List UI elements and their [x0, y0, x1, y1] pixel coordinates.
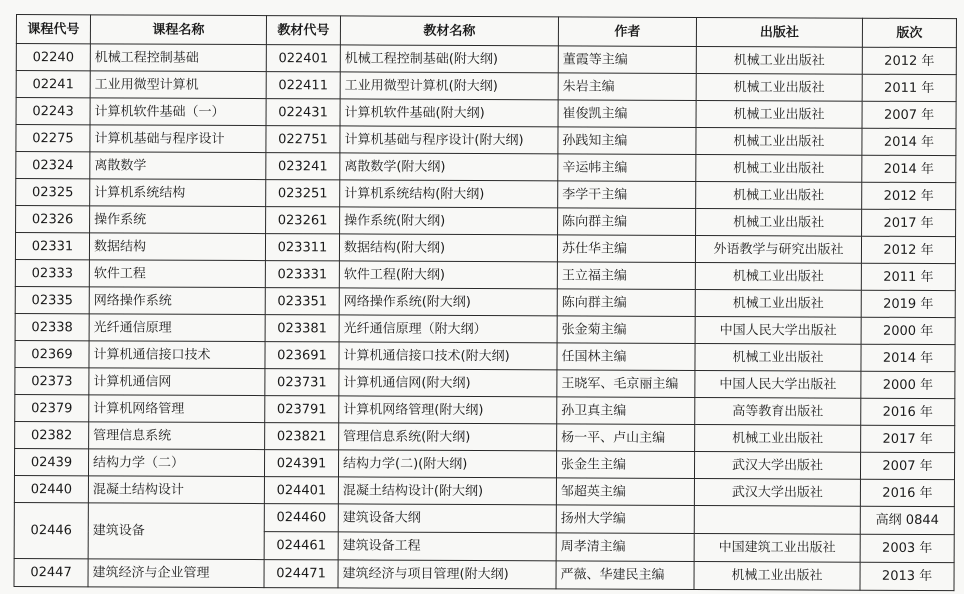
publisher: 武汉大学出版社 — [694, 478, 860, 506]
author: 苏仕华主编 — [557, 235, 695, 263]
publisher: 中国人民大学出版社 — [695, 316, 861, 344]
table-row — [16, 179, 956, 210]
edition: 2007 年 — [860, 452, 954, 479]
author: 严薇、华建民主编 — [556, 561, 694, 590]
publisher: 机械工业出版社 — [696, 46, 862, 74]
publisher: 机械工业出版社 — [696, 208, 862, 236]
edition: 2014 年 — [862, 128, 956, 155]
table-row — [15, 367, 955, 398]
edition: 2007 年 — [862, 101, 956, 128]
course-name: 计算机通信接口技术 — [89, 341, 265, 369]
table-row — [14, 475, 954, 506]
course-name: 机械工程控制基础 — [90, 44, 266, 72]
book-code: 023311 — [265, 234, 339, 261]
book-code: 023691 — [265, 342, 339, 369]
author: 邹超英主编 — [556, 478, 694, 506]
edition: 2014 年 — [861, 344, 955, 371]
book-code: 022411 — [266, 72, 340, 99]
course-code: 02338 — [15, 313, 89, 340]
book-name: 计算机系统结构(附大纲) — [340, 180, 558, 208]
table-row — [15, 394, 955, 425]
course-code: 02335 — [15, 286, 89, 313]
book-name: 数据结构(附大纲) — [339, 234, 557, 262]
edition: 2013 年 — [860, 562, 954, 590]
course-name: 计算机基础与程序设计 — [90, 125, 266, 153]
edition: 2016 年 — [861, 398, 955, 425]
book-name: 计算机软件基础(附大纲) — [340, 99, 558, 127]
author: 辛运帏主编 — [558, 154, 696, 182]
publisher: 机械工业出版社 — [696, 154, 862, 182]
author: 陈向群主编 — [557, 289, 695, 317]
book-name: 操作系统(附大纲) — [340, 207, 558, 235]
author: 孙卫真主编 — [557, 397, 695, 425]
publisher: 外语教学与研究出版社 — [695, 235, 861, 263]
course-code: 02325 — [16, 179, 90, 206]
header-row — [16, 15, 956, 48]
table-row — [16, 44, 956, 75]
author: 崔俊凯主编 — [558, 100, 696, 128]
edition: 2014 年 — [862, 155, 956, 182]
author: 扬州大学编 — [556, 505, 694, 534]
book-name: 计算机通信接口技术(附大纲) — [339, 342, 557, 370]
edition: 2019 年 — [861, 290, 955, 317]
book-name: 离散数学(附大纲) — [340, 153, 558, 181]
header-course-code: 课程代号 — [16, 15, 90, 44]
edition: 2003 年 — [860, 534, 954, 562]
course-code: 02326 — [16, 206, 90, 233]
book-name: 建筑经济与项目管理(附大纲) — [338, 560, 556, 589]
course-name: 工业用微型计算机 — [90, 71, 266, 99]
publisher: 机械工业出版社 — [695, 424, 861, 452]
edition: 高纲 0844 — [860, 506, 954, 534]
edition: 2011 年 — [861, 263, 955, 290]
book-name: 计算机网络管理(附大纲) — [339, 396, 557, 424]
table-row — [16, 125, 956, 156]
book-name: 网络操作系统(附大纲) — [339, 288, 557, 316]
course-code: 02369 — [15, 340, 89, 367]
book-name: 工业用微型计算机(附大纲) — [340, 72, 558, 100]
author: 任国林主编 — [557, 343, 695, 371]
edition: 2016 年 — [860, 479, 954, 506]
book-code: 023351 — [265, 288, 339, 315]
course-code: 02331 — [15, 233, 89, 260]
course-name: 计算机网络管理 — [89, 395, 265, 423]
publisher: 机械工业出版社 — [696, 73, 862, 101]
book-name: 光纤通信原理（附大纲） — [339, 315, 557, 343]
table-row — [15, 259, 955, 290]
course-code: 02240 — [16, 44, 90, 71]
author: 杨一平、卢山主编 — [557, 424, 695, 452]
publisher: 机械工业出版社 — [696, 181, 862, 209]
table-row — [15, 340, 955, 371]
book-code: 024401 — [264, 477, 338, 504]
course-code: 02447 — [14, 558, 88, 586]
publisher: 机械工业出版社 — [694, 561, 860, 590]
course-code: 02382 — [15, 421, 89, 448]
book-code: 022431 — [266, 99, 340, 126]
book-name: 建筑设备工程 — [338, 532, 556, 561]
edition: 2017 年 — [861, 425, 955, 452]
author: 陈向群主编 — [558, 208, 696, 236]
course-name: 软件工程 — [89, 260, 265, 288]
book-name: 管理信息系统(附大纲) — [339, 423, 557, 451]
publisher: 机械工业出版社 — [696, 127, 862, 155]
book-code: 022751 — [266, 126, 340, 153]
edition: 2000 年 — [861, 371, 955, 398]
author: 王晓军、毛京丽主编 — [557, 370, 695, 398]
table-row — [16, 71, 956, 102]
author: 李学干主编 — [558, 181, 696, 209]
course-name: 计算机系统结构 — [90, 179, 266, 207]
edition: 2012 年 — [862, 47, 956, 74]
book-name: 建筑设备大纲 — [338, 504, 556, 533]
book-code: 023731 — [265, 369, 339, 396]
course-name: 网络操作系统 — [89, 287, 265, 315]
course-name: 结构力学（二） — [88, 449, 264, 477]
textbook-table — [13, 14, 956, 591]
book-code: 023241 — [266, 153, 340, 180]
course-name: 离散数学 — [90, 152, 266, 180]
header-author: 作者 — [558, 17, 696, 47]
table-row — [16, 98, 956, 129]
edition: 2000 年 — [861, 317, 955, 344]
course-name: 建筑设备 — [88, 503, 264, 560]
book-name: 结构力学(二)(附大纲) — [338, 450, 556, 478]
course-code: 02439 — [14, 448, 88, 475]
book-name: 混凝土结构设计(附大纲) — [338, 477, 556, 505]
publisher: 机械工业出版社 — [695, 343, 861, 371]
book-code: 023821 — [265, 423, 339, 450]
publisher — [694, 505, 860, 534]
course-code: 02324 — [16, 152, 90, 179]
course-code: 02373 — [15, 367, 89, 394]
course-code: 02241 — [16, 71, 90, 98]
author: 周孝清主编 — [556, 533, 694, 562]
book-code: 024461 — [264, 532, 338, 560]
course-name: 混凝土结构设计 — [88, 476, 264, 504]
table-row-last — [14, 558, 954, 590]
course-name: 数据结构 — [89, 233, 265, 261]
book-code: 023261 — [266, 207, 340, 234]
course-name: 操作系统 — [90, 206, 266, 234]
table-row — [14, 448, 954, 479]
course-code: 02440 — [14, 475, 88, 502]
author: 孙践知主编 — [558, 127, 696, 155]
book-name: 机械工程控制基础(附大纲) — [340, 45, 558, 73]
book-code: 023251 — [266, 180, 340, 207]
author: 张金生主编 — [556, 451, 694, 479]
course-name: 计算机通信网 — [89, 368, 265, 396]
book-code: 023331 — [265, 261, 339, 288]
edition: 2011 年 — [862, 74, 956, 101]
author: 董霞等主编 — [558, 46, 696, 74]
edition: 2017 年 — [862, 209, 956, 236]
table-row — [16, 206, 956, 237]
header-publisher: 出版社 — [696, 17, 862, 47]
course-name: 管理信息系统 — [89, 422, 265, 450]
course-code: 02333 — [15, 259, 89, 286]
book-code: 024471 — [264, 560, 338, 588]
edition: 2012 年 — [861, 236, 955, 263]
book-name: 计算机基础与程序设计(附大纲) — [340, 126, 558, 154]
book-name: 计算机通信网(附大纲) — [339, 369, 557, 397]
publisher: 高等教育出版社 — [695, 397, 861, 425]
header-edition: 版次 — [862, 18, 956, 47]
header-course-name: 课程名称 — [90, 15, 266, 45]
table-row — [16, 152, 956, 183]
author: 张金菊主编 — [557, 316, 695, 344]
publisher: 武汉大学出版社 — [694, 451, 860, 479]
publisher: 机械工业出版社 — [695, 289, 861, 317]
table-row — [15, 421, 955, 452]
course-code: 02446 — [14, 502, 88, 558]
book-code: 023791 — [265, 396, 339, 423]
course-name: 光纤通信原理 — [89, 314, 265, 342]
book-name: 软件工程(附大纲) — [339, 261, 557, 289]
book-code: 024460 — [264, 504, 338, 532]
table-row — [15, 313, 955, 344]
course-code: 02243 — [16, 98, 90, 125]
course-code: 02379 — [15, 394, 89, 421]
table-row — [15, 286, 955, 317]
header-book-name: 教材名称 — [340, 16, 558, 46]
publisher: 中国人民大学出版社 — [695, 370, 861, 398]
publisher: 机械工业出版社 — [695, 262, 861, 290]
author: 王立福主编 — [557, 262, 695, 290]
table-row — [15, 233, 955, 264]
book-code: 022401 — [266, 45, 340, 72]
header-book-code: 教材代号 — [266, 16, 340, 45]
course-code: 02275 — [16, 125, 90, 152]
book-code: 023381 — [265, 315, 339, 342]
book-code: 024391 — [264, 450, 338, 477]
table-row-merged-1 — [14, 502, 954, 534]
publisher: 中国建筑工业出版社 — [694, 533, 860, 562]
edition: 2012 年 — [862, 182, 956, 209]
publisher: 机械工业出版社 — [696, 100, 862, 128]
course-name: 建筑经济与企业管理 — [88, 559, 264, 588]
author: 朱岩主编 — [558, 73, 696, 101]
course-name: 计算机软件基础（一） — [90, 98, 266, 126]
